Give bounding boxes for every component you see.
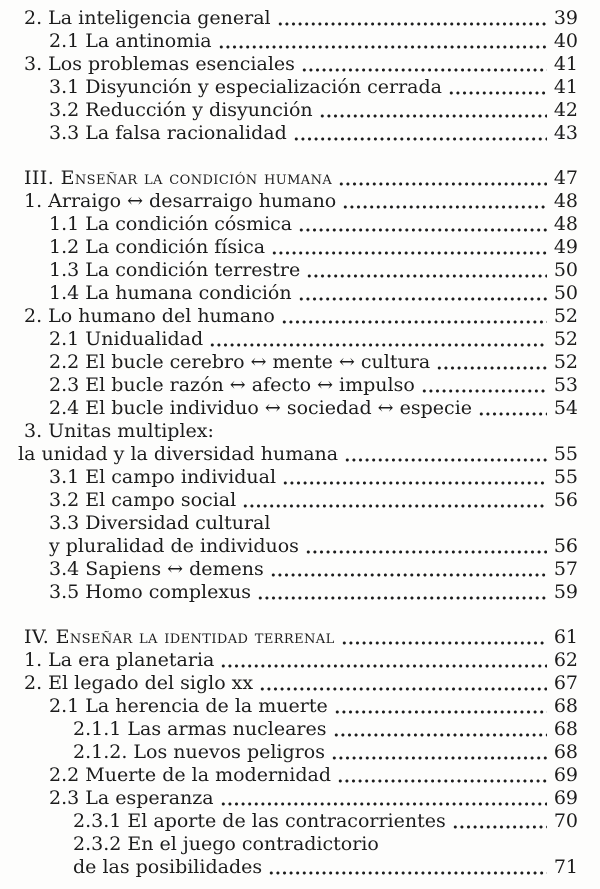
toc-page-number: 71 xyxy=(553,856,578,878)
toc-dot-leader xyxy=(436,366,547,370)
toc-page-number: 52 xyxy=(553,351,578,373)
toc-entry-title: 2.4 El bucle individuo ↔ sociedad ↔ especie xyxy=(49,397,473,419)
toc-page-number: 39 xyxy=(553,7,578,29)
toc-page-number: 59 xyxy=(553,581,578,603)
toc-dot-leader xyxy=(448,91,547,95)
toc-dot-leader xyxy=(257,596,547,600)
toc-entry-title: 2. Lo humano del humano xyxy=(24,305,275,327)
toc-dot-leader xyxy=(421,389,547,393)
toc-dot-leader xyxy=(306,274,547,278)
toc-page-number: 56 xyxy=(553,489,578,511)
toc-entry-title: 2.3.1 El aporte de las contracorrientes xyxy=(73,810,446,832)
toc-dot-leader xyxy=(319,114,547,118)
toc-entry xyxy=(0,581,578,604)
toc-entry-title: 3.4 Sapiens ↔ demens xyxy=(49,558,264,580)
toc-entry-title: y pluralidad de individuos xyxy=(49,535,299,557)
toc-page-number: 52 xyxy=(553,305,578,327)
toc-dot-leader xyxy=(220,802,547,806)
toc-dot-leader xyxy=(452,825,547,829)
toc-entry-title: 2. El legado del siglo xx xyxy=(24,672,254,694)
toc-entry-title: 2. La inteligencia general xyxy=(24,7,271,29)
toc-entry xyxy=(0,190,578,213)
toc-page-number: 61 xyxy=(553,626,578,648)
toc-entry-title: 3.1 Disyunción y especialización cerrada xyxy=(49,76,442,98)
toc-entry-title: 2.1.2. Los nuevos peligros xyxy=(73,741,325,763)
toc-entry-title: 3.3 Diversidad cultural xyxy=(49,512,271,534)
toc-entry xyxy=(0,397,578,420)
toc-entry-title: 2.1.1 Las armas nucleares xyxy=(73,718,327,740)
toc-entry-title: 3. Unitas multiplex: xyxy=(24,420,214,442)
toc-entry xyxy=(0,30,578,53)
toc-dot-leader xyxy=(268,871,547,875)
toc-dot-leader xyxy=(209,343,547,347)
toc-entry-title: 2.2 El bucle cerebro ↔ mente ↔ cultura xyxy=(49,351,431,373)
toc-entry-title: 2.1 La herencia de la muerte xyxy=(49,695,328,717)
toc-dot-leader xyxy=(220,664,547,668)
toc-page-number: 67 xyxy=(553,672,578,694)
toc-entry-title: 3. Los problemas esenciales xyxy=(24,53,295,75)
toc-page-number: 55 xyxy=(553,443,578,465)
toc-dot-leader xyxy=(341,641,547,645)
toc-page-number: 62 xyxy=(553,649,578,671)
toc-dot-leader xyxy=(338,182,547,186)
toc-entry xyxy=(0,213,578,236)
toc-dot-leader xyxy=(271,251,547,255)
toc-page-number: 68 xyxy=(553,695,578,717)
toc-dot-leader xyxy=(334,710,547,714)
toc-entry xyxy=(0,718,578,741)
toc-page-number: 47 xyxy=(553,167,578,189)
toc-dot-leader xyxy=(305,550,547,554)
toc-entry xyxy=(0,53,578,76)
toc-entry-title: 1.1 La condición cósmica xyxy=(49,213,293,235)
toc-dot-leader xyxy=(301,68,547,72)
toc-entry xyxy=(0,466,578,489)
toc-page-number: 55 xyxy=(553,466,578,488)
toc-entry-title: III. Enseñar la condición humana xyxy=(24,167,333,189)
toc-entry xyxy=(0,236,578,259)
toc-entry xyxy=(0,374,578,397)
toc-entry xyxy=(0,810,578,833)
toc-entry xyxy=(0,764,578,787)
toc-dot-leader xyxy=(337,779,547,783)
toc-page-number: 69 xyxy=(553,764,578,786)
toc-dot-leader xyxy=(333,733,547,737)
toc-dot-leader xyxy=(218,45,547,49)
toc-dot-leader xyxy=(270,573,547,577)
toc-dot-leader xyxy=(259,687,547,691)
toc-entry xyxy=(0,305,578,328)
toc-page-number: 53 xyxy=(553,374,578,396)
toc-entry xyxy=(0,122,578,145)
toc-dot-leader xyxy=(281,320,547,324)
toc-entry-title: 2.3 El bucle razón ↔ afecto ↔ impulso xyxy=(49,374,415,396)
toc-entry-title: 1.2 La condición física xyxy=(49,236,266,258)
toc-entry-title: de las posibilidades xyxy=(73,856,263,878)
toc-entry xyxy=(0,833,578,856)
toc-entry xyxy=(0,351,578,374)
toc-entry-title: 2.1 La antinomia xyxy=(49,30,212,52)
toc-dot-leader xyxy=(342,205,547,209)
toc-entry xyxy=(0,787,578,810)
toc-page-number: 54 xyxy=(553,397,578,419)
toc-dot-leader xyxy=(478,412,547,416)
toc-entry-title: 2.2 Muerte de la modernidad xyxy=(49,764,331,786)
toc-dot-leader xyxy=(277,22,547,26)
toc-page-number: 40 xyxy=(553,30,578,52)
toc-dot-leader xyxy=(344,458,547,462)
toc-entry xyxy=(0,99,578,122)
toc-entry xyxy=(0,512,578,535)
toc-page-number: 50 xyxy=(553,259,578,281)
toc-page-number: 69 xyxy=(553,787,578,809)
toc-entry xyxy=(0,259,578,282)
toc-dot-leader xyxy=(242,504,547,508)
toc-entry xyxy=(0,695,578,718)
toc-page-number: 68 xyxy=(553,718,578,740)
toc-entry-title: 1.3 La condición terrestre xyxy=(49,259,301,281)
toc-page-number: 57 xyxy=(553,558,578,580)
toc-entry xyxy=(0,649,578,672)
toc-entry-title: 2.3 La esperanza xyxy=(49,787,214,809)
toc-page-number: 50 xyxy=(553,282,578,304)
toc-entry-title: 3.2 Reducción y disyunción xyxy=(49,99,313,121)
toc-page-number: 56 xyxy=(553,535,578,557)
toc-entry xyxy=(0,489,578,512)
toc-entry xyxy=(0,856,578,879)
toc-page-number: 41 xyxy=(553,76,578,98)
toc-entry-title: 2.3.2 En el juego contradictorio xyxy=(73,833,379,855)
toc-entry xyxy=(0,76,578,99)
toc-entry xyxy=(0,328,578,351)
toc-entry xyxy=(0,626,578,649)
toc-entry xyxy=(0,672,578,695)
toc-entry-title: 3.1 El campo individual xyxy=(49,466,277,488)
toc-entry xyxy=(0,741,578,764)
toc-dot-leader xyxy=(298,228,547,232)
toc-page-number: 48 xyxy=(553,190,578,212)
toc-entry xyxy=(0,443,578,466)
toc-entry-title: 3.2 El campo social xyxy=(49,489,237,511)
toc-page-number: 52 xyxy=(553,328,578,350)
toc-page-number: 70 xyxy=(553,810,578,832)
toc-page-number: 49 xyxy=(553,236,578,258)
toc-page-number: 41 xyxy=(553,53,578,75)
toc-dot-leader xyxy=(331,756,547,760)
toc-page-number: 48 xyxy=(553,213,578,235)
toc-entry-title: 3.5 Homo complexus xyxy=(49,581,252,603)
toc-entry xyxy=(0,420,578,443)
toc-entry-title: 2.1 Unidualidad xyxy=(49,328,204,350)
toc-entry xyxy=(0,535,578,558)
toc-entry xyxy=(0,7,578,30)
toc-entry-title: 3.3 La falsa racionalidad xyxy=(49,122,287,144)
toc-entry xyxy=(0,282,578,305)
toc-page-number: 68 xyxy=(553,741,578,763)
toc-page-number: 43 xyxy=(553,122,578,144)
toc-entry xyxy=(0,558,578,581)
toc-entry-title: 1. Arraigo ↔ desarraigo humano xyxy=(24,190,337,212)
toc-dot-leader xyxy=(282,481,547,485)
toc-page-number: 42 xyxy=(553,99,578,121)
toc-entry-title: 1. La era planetaria xyxy=(24,649,215,671)
toc-dot-leader xyxy=(298,297,547,301)
toc-entry-title: la unidad y la diversidad humana xyxy=(18,443,339,465)
toc-entry-title: IV. Enseñar la identidad terrenal xyxy=(24,626,335,648)
toc-entry xyxy=(0,167,578,190)
toc-dot-leader xyxy=(293,137,547,141)
toc-entry-title: 1.4 La humana condición xyxy=(49,282,292,304)
